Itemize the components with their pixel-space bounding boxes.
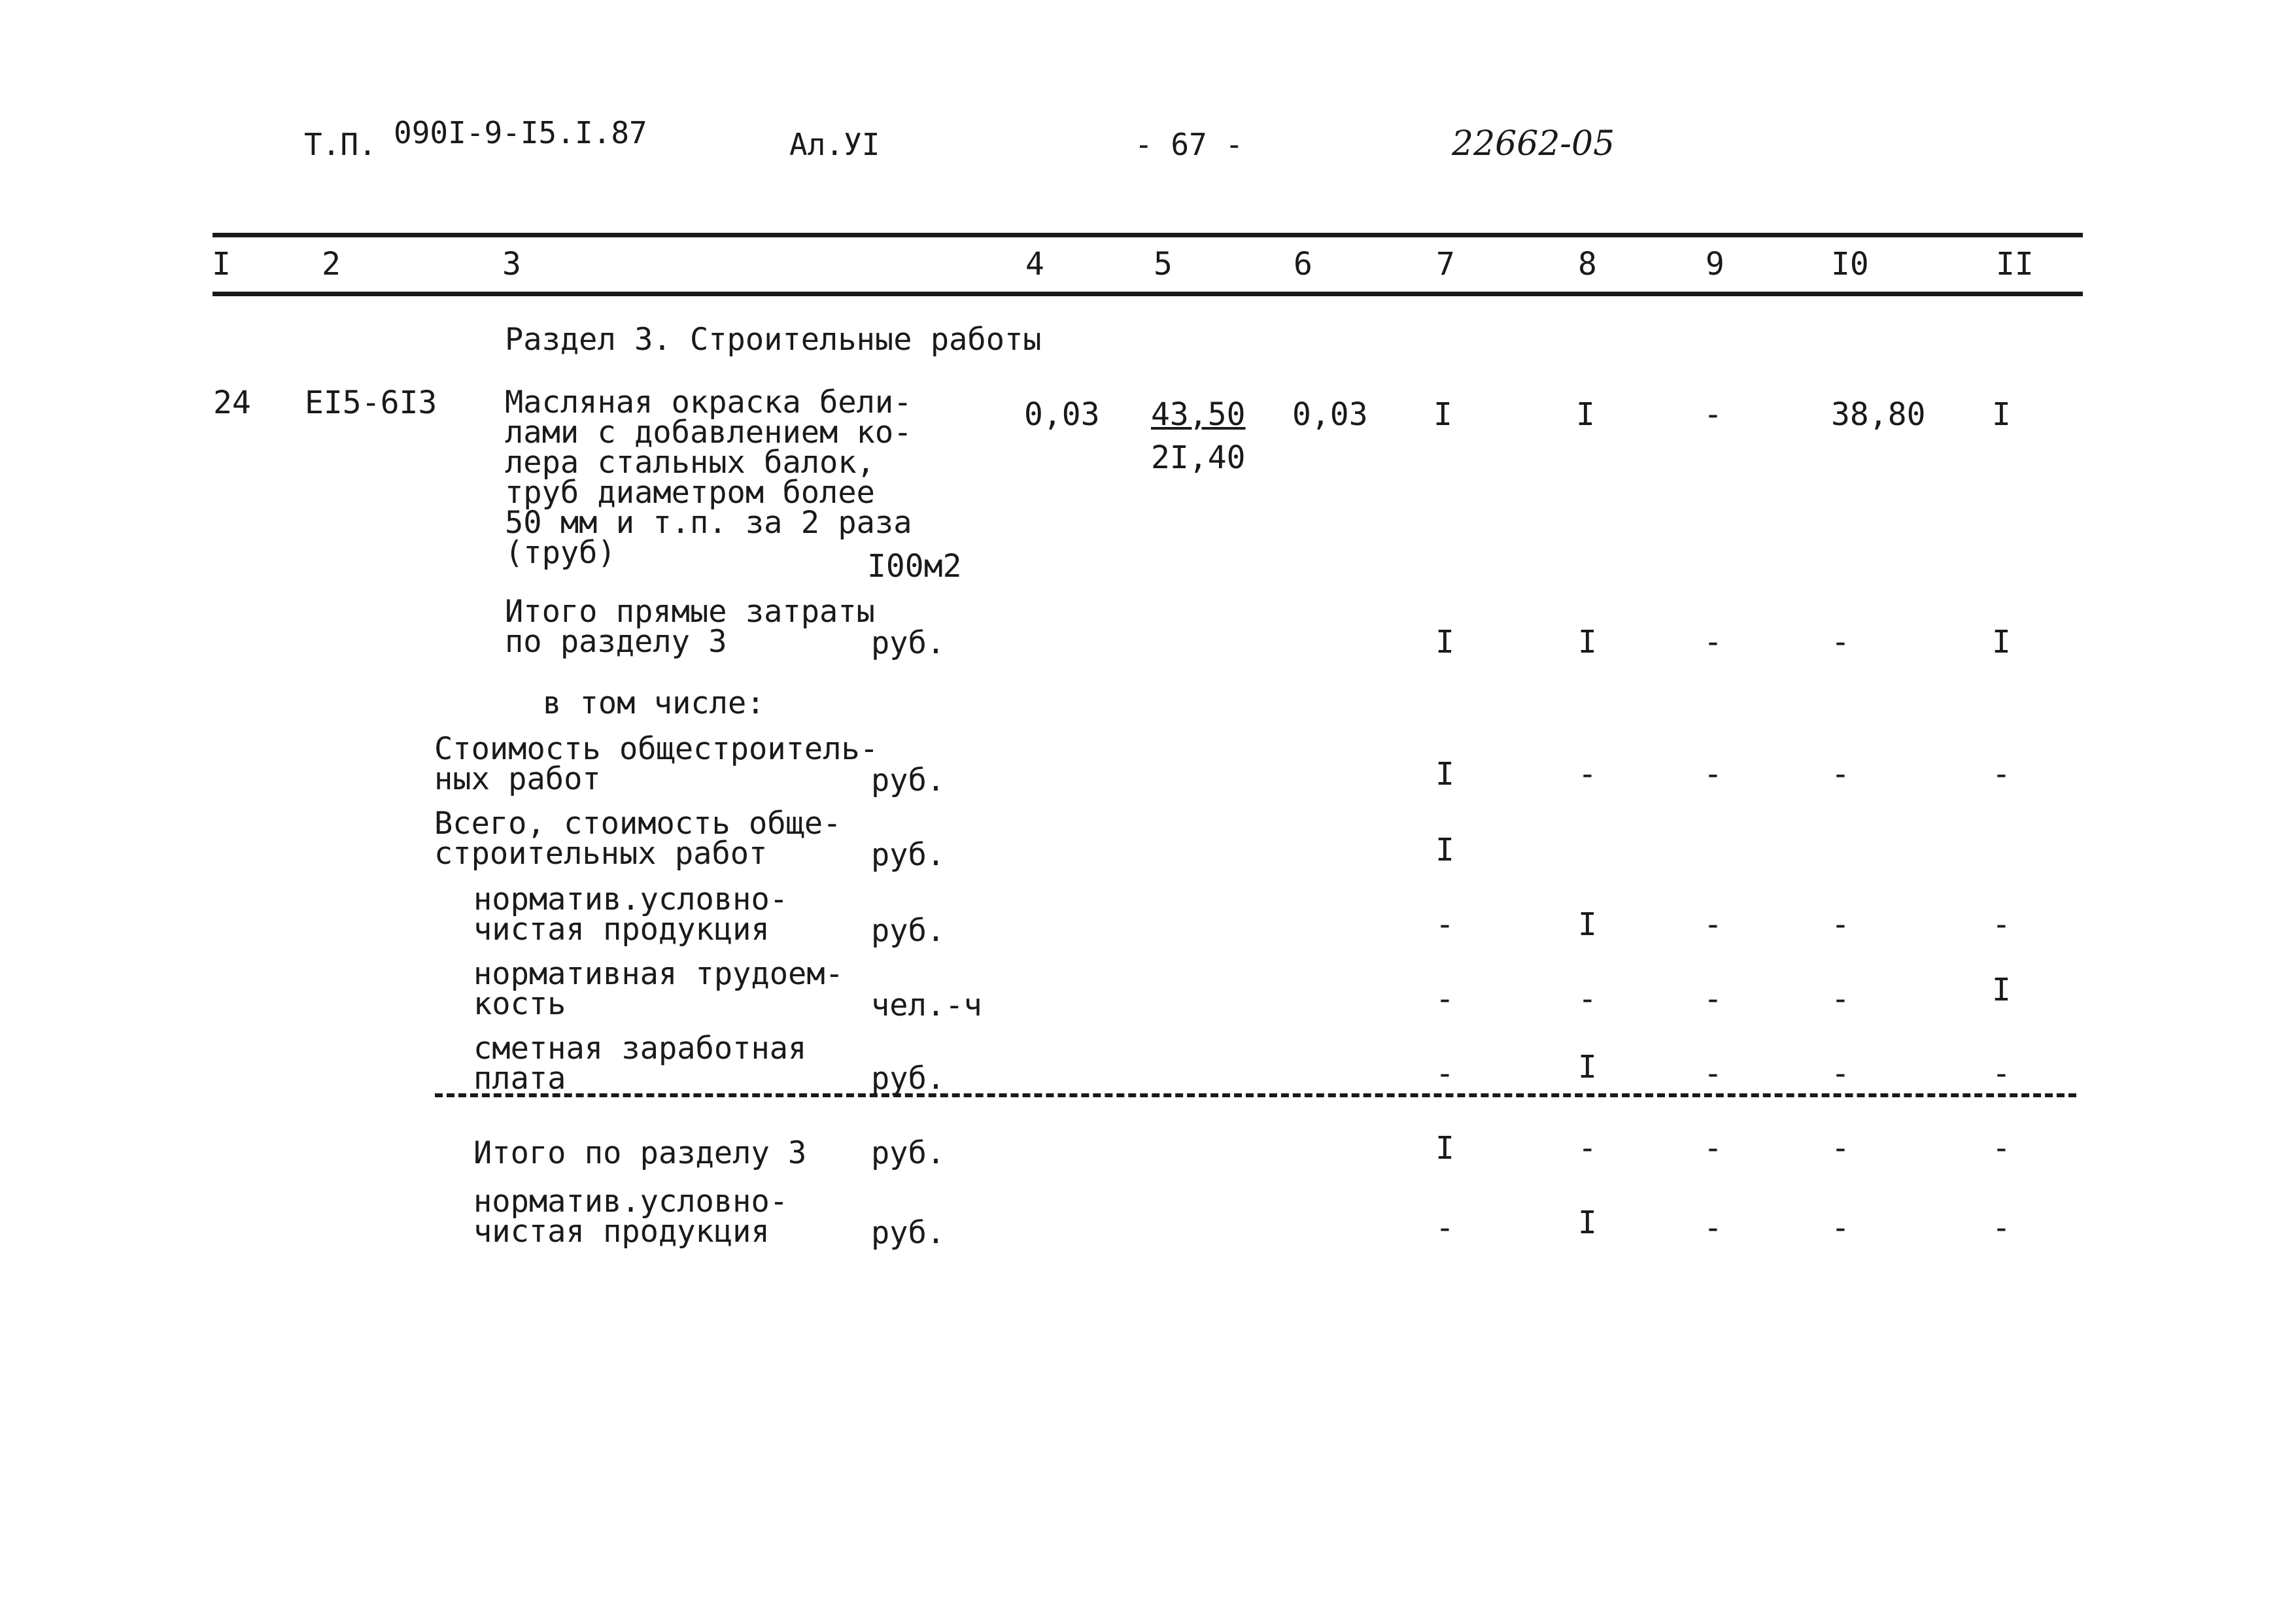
row-col-9: - [1704, 1210, 1722, 1246]
item-col-9: - [1704, 396, 1722, 433]
row-label: Всего, стоимость обще- [434, 806, 842, 842]
column-header: II [1996, 246, 2034, 282]
row-label: строительных работ [434, 836, 768, 872]
row-col-8: I [1578, 1204, 1597, 1241]
item-col-4: 0,03 [1024, 396, 1100, 433]
row-col-9: - [1704, 1055, 1722, 1092]
item-unit: I00м2 [867, 548, 962, 585]
row-label: чистая продукция [473, 912, 770, 948]
row-label: сметная заработная [473, 1031, 807, 1067]
row-col-7: - [1435, 906, 1454, 943]
row-col-8: I [1578, 906, 1597, 943]
item-col-7: I [1433, 396, 1452, 433]
column-header: 5 [1154, 246, 1173, 282]
row-unit: руб. [871, 762, 946, 798]
row-col-7: I [1435, 832, 1454, 868]
section-title: Раздел 3. Строительные работы [505, 322, 1042, 358]
item-col-8: I [1576, 396, 1595, 433]
row-col-9: - [1704, 906, 1722, 943]
row-label: нормативная трудоем- [473, 956, 844, 992]
row-col-10: - [1831, 1210, 1850, 1246]
subsection-label: в том числе: [543, 685, 765, 721]
row-col-7: I [1435, 624, 1454, 660]
registration-number: 22662-05 [1452, 124, 1615, 163]
row-col-8: - [1578, 1130, 1597, 1167]
row-label: Стоимость общестроитель- [434, 731, 879, 767]
column-header: 8 [1578, 246, 1597, 282]
column-header: 7 [1436, 246, 1455, 282]
album-number: Ал.УI [789, 127, 880, 162]
row-unit: руб. [871, 1215, 946, 1251]
column-header: 2 [322, 246, 341, 282]
row-col-7: I [1435, 756, 1454, 793]
column-header: 3 [502, 246, 521, 282]
item-col-6: 0,03 [1292, 396, 1368, 433]
row-col-10: - [1831, 624, 1850, 660]
row-unit: чел.-ч [871, 987, 982, 1023]
column-header: I [212, 246, 231, 282]
row-col-11: I [1992, 972, 2011, 1008]
column-header: 9 [1705, 246, 1724, 282]
row-label: норматив.условно- [473, 1184, 789, 1220]
row-col-10: - [1831, 1055, 1850, 1092]
row-col-10: - [1831, 1130, 1850, 1167]
row-col-8: I [1578, 624, 1597, 660]
row-unit: руб. [871, 837, 946, 873]
table-top-rule [213, 233, 2083, 237]
row-label: кость [473, 986, 566, 1022]
row-col-11: - [1992, 906, 2011, 943]
row-col-11: I [1992, 624, 2011, 660]
row-col-7: I [1435, 1130, 1454, 1167]
row-col-9: - [1704, 981, 1722, 1017]
row-col-11: - [1992, 1130, 2011, 1167]
item-number: 24 [213, 384, 251, 421]
row-label: норматив.условно- [473, 881, 789, 917]
column-header: 6 [1294, 246, 1312, 282]
page-number: - 67 - [1135, 127, 1244, 162]
column-header: I0 [1831, 246, 1869, 282]
column-header: 4 [1025, 246, 1044, 282]
table-header-rule [213, 292, 2083, 296]
item-col-11: I [1992, 396, 2011, 433]
item-col-5-top: 43,50 [1151, 396, 1246, 433]
row-col-8: I [1578, 1049, 1597, 1085]
row-label: Итого по разделу 3 [473, 1135, 807, 1171]
row-label: плата [473, 1061, 566, 1097]
row-col-11: - [1992, 1210, 2011, 1246]
row-unit: руб. [871, 913, 946, 949]
row-label: ных работ [434, 761, 601, 797]
row-col-10: - [1831, 906, 1850, 943]
row-col-10: - [1831, 756, 1850, 793]
dashed-separator [435, 1093, 2076, 1097]
row-unit: руб. [871, 1135, 946, 1171]
row-col-9: - [1704, 624, 1722, 660]
row-col-7: - [1435, 981, 1454, 1017]
row-label: Итого прямые затраты [505, 594, 875, 630]
row-col-8: - [1578, 981, 1597, 1017]
row-label: по разделу 3 [505, 624, 727, 660]
doc-code: 090I-9-I5.I.87 [394, 115, 647, 150]
row-col-7: - [1435, 1055, 1454, 1092]
row-unit: руб. [871, 625, 946, 661]
row-col-11: - [1992, 1055, 2011, 1092]
item-col-10: 38,80 [1831, 396, 1926, 433]
row-col-8: - [1578, 756, 1597, 793]
row-unit: руб. [871, 1061, 946, 1097]
row-col-7: - [1435, 1210, 1454, 1246]
item-col-5-bottom: 2I,40 [1151, 439, 1246, 476]
row-col-9: - [1704, 1130, 1722, 1167]
row-col-11: - [1992, 756, 2011, 793]
item-code: ЕI5-6I3 [305, 384, 437, 421]
row-col-10: - [1831, 981, 1850, 1017]
row-label: чистая продукция [473, 1214, 770, 1250]
doc-code-prefix: Т.П. [304, 127, 377, 162]
row-col-9: - [1704, 756, 1722, 793]
